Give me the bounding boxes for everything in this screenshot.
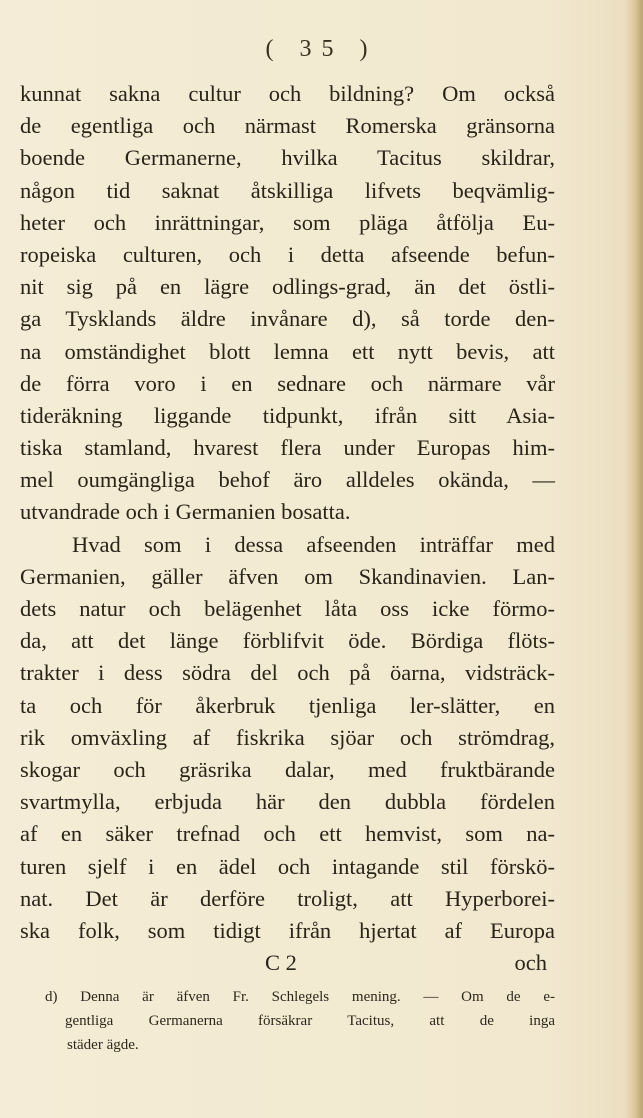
text-line: de förra voro i en sednare och närmare vår [20, 370, 555, 396]
text-line: na omständighet blott lemna ett nytt bevis, att [20, 338, 555, 364]
body-text [20, 78, 555, 979]
text-line: kunnat sakna cultur och bildning? Om också [20, 81, 555, 106]
text-line: ropeiska culturen, och i detta afseende befun- [20, 241, 555, 267]
text-line: trakter i dess södra del och på öarna, vidsträck- [20, 660, 555, 686]
text-line: tideräkning liggande tidpunkt, ifrån sitt Asia- [20, 402, 555, 428]
text-line: utvandrade och i Germanien bosatta. [20, 499, 351, 525]
text-line: ska folk, som tidigt ifrån hjertat af Europa [20, 917, 555, 943]
text-line: mel oumgängliga behof äro alldeles okända, — [20, 467, 555, 493]
text-line: svartmylla, erbjuda här den dubbla fördelen [20, 789, 555, 815]
footnote-line: d) Denna är äfven Fr. Schlegels mening. — Om de e- [45, 989, 555, 1005]
text-line: rik omväxling af fiskrika sjöar och strömdrag, [20, 724, 555, 750]
text-line: någon tid saknat åtskilliga lifvets beqvämlig- [20, 177, 555, 203]
text-line: nat. Det är derföre troligt, att Hyperborei- [20, 885, 555, 911]
footnotes [45, 985, 555, 1057]
text-line: da, att det länge förblifvit öde. Bördiga flöts- [20, 628, 555, 654]
page-number: ( 35 ) [265, 36, 378, 62]
page-edge-shadow [625, 0, 643, 1118]
catchword: och [514, 950, 547, 976]
text-line: dets natur och belägenhet låta oss icke förmo- [20, 596, 555, 621]
text-line: tiska stamland, hvarest flera under Europas him- [20, 435, 555, 461]
text-line: nit sig på en lägre odlings-grad, än det östli- [20, 274, 555, 300]
text-line: skogar och gräsrika dalar, med fruktbärande [20, 756, 555, 782]
footnote-line: gentliga Germanerna försäkrar Tacitus, att de inga [65, 1013, 555, 1029]
text-line: de egentliga och närmast Romerska gränsorna [20, 113, 555, 139]
paragraph-start-line: Hvad som i dessa afseenden inträffar med [72, 531, 555, 557]
text-line: Germanien, gäller äfven om Skandinavien. Lan- [20, 563, 555, 589]
signature-row [20, 947, 555, 979]
footnote-line: städer ägde. [67, 1037, 139, 1053]
text-line: ta och för åkerbruk tjenliga ler-slätter, en [20, 692, 555, 718]
text-line: ga Tysklands äldre invånare d), så torde den- [20, 306, 555, 332]
text-line: heter och inrättningar, som pläga åtfölja Eu- [20, 209, 555, 235]
printer-signature-mark: C 2 [265, 950, 297, 976]
text-line: af en säker trefnad och ett hemvist, som na- [20, 821, 555, 847]
text-line: boende Germanerne, hvilka Tacitus skildrar, [20, 145, 555, 171]
text-line: turen sjelf i en ädel och intagande stil förskö- [20, 853, 555, 879]
